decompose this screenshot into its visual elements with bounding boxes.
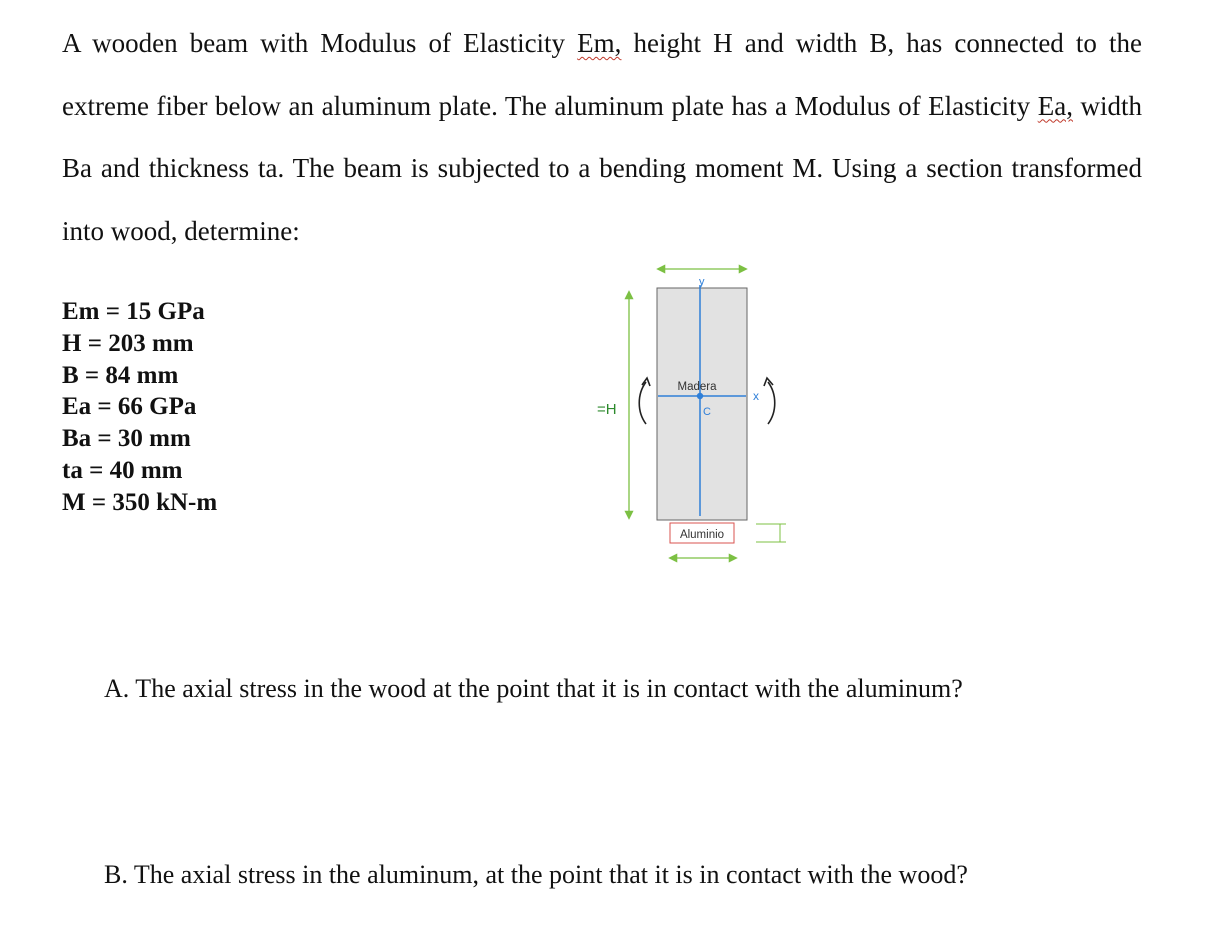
- height-label: =H: [597, 401, 617, 418]
- given-b: B = 84 mm: [62, 361, 179, 389]
- given-ea: Ea = 66 GPa: [62, 393, 197, 421]
- given-values: [62, 296, 217, 519]
- term-ea: Ea,: [1037, 90, 1073, 121]
- given-ta: ta = 40 mm: [62, 456, 183, 484]
- aluminum-label: Aluminio: [679, 529, 725, 541]
- centroid-point: [697, 393, 703, 399]
- given-h: H = 203 mm: [62, 329, 194, 357]
- problem-statement: [62, 12, 1142, 262]
- problem-line-1: A wooden beam with Modulus of Elasticity Em, height H and width B, has connected to the: [62, 28, 1142, 58]
- y-axis-label: y: [699, 276, 705, 288]
- x-axis-label: x: [753, 389, 759, 403]
- problem-line-2: extreme fiber below an aluminum plate. The aluminum plate has a Modulus of Elasticity Ea, width: [62, 90, 1143, 121]
- given-em: Em = 15 GPa: [62, 298, 205, 325]
- question-a: A. The axial stress in the wood at the point that it is in contact with the aluminum?: [104, 674, 963, 703]
- problem-line-3: Ba and thickness ta. The beam is subjected to a bending moment M. Using a section transformed: [62, 153, 1142, 183]
- given-ba: Ba = 30 mm: [62, 425, 191, 453]
- wood-beam: [657, 288, 747, 520]
- problem-line-4: into wood, determine:: [62, 215, 300, 246]
- given-m: M = 350 kN-m: [62, 488, 218, 516]
- question-b: B. The axial stress in the aluminum, at the point that it is in contact with the wood?: [104, 860, 968, 889]
- beam-cross-section-figure: [560, 258, 800, 578]
- moment-arrow-left: [639, 382, 646, 424]
- term-em: Em,: [577, 28, 622, 58]
- moment-arrow-right: [768, 382, 775, 424]
- wood-label: Madera: [677, 381, 717, 393]
- centroid-label: C: [703, 406, 711, 418]
